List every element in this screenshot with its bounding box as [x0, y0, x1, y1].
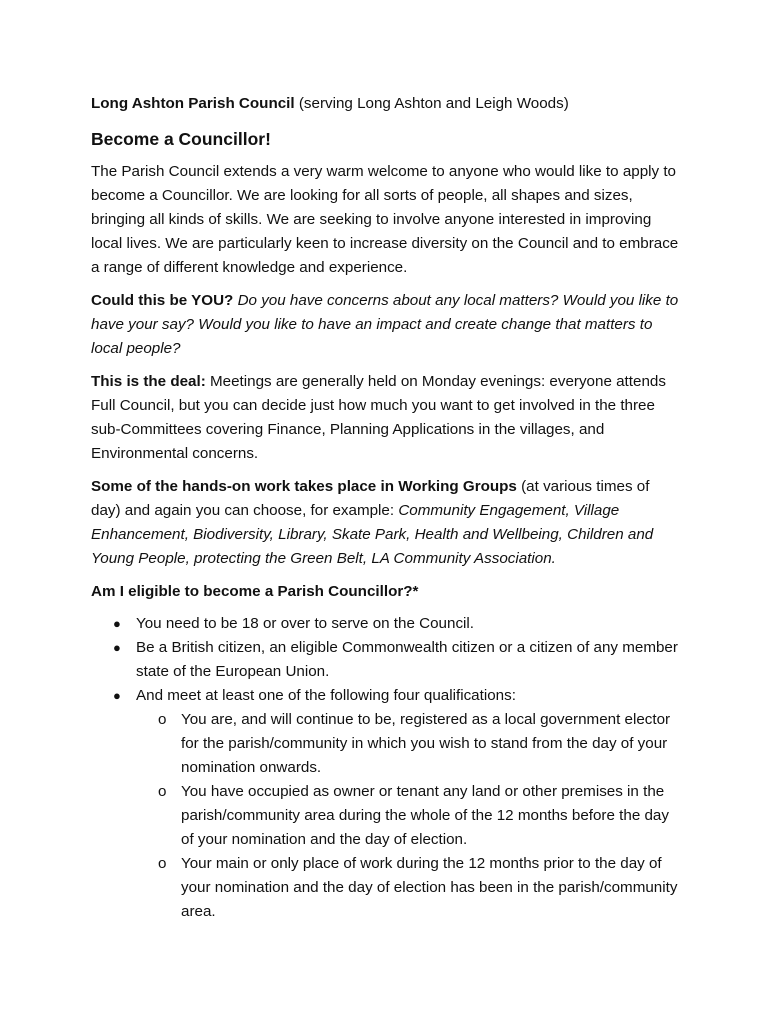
qualification-item [136, 708, 681, 780]
circle-bullet-icon: o [158, 783, 167, 800]
qualification-item [136, 852, 681, 924]
document-page [91, 92, 681, 924]
qualifications-list [136, 708, 681, 924]
working-groups-examples: Community Engagement, Village Enhancement, Biodiversity, Library, Skate Park, Health and Wellbeing, Children and Young People, protecting the Green Belt, LA Community Association. [91, 502, 654, 567]
qualification-text: You are, and will continue to be, registered as a local government elector for the parish/community in which you wish to stand from the day of your nomination onwards. [181, 711, 671, 776]
bullet-icon: ● [113, 688, 121, 703]
council-name: Long Ashton Parish Council [91, 95, 295, 112]
eligibility-heading-text: Am I eligible to become a Parish Councillor?* [91, 583, 419, 600]
list-item-text: You need to be 18 or over to serve on the Council. [136, 615, 475, 632]
working-groups-paragraph [91, 475, 681, 571]
list-item-text: And meet at least one of the following four qualifications: [136, 687, 516, 704]
circle-bullet-icon: o [158, 855, 167, 872]
list-item [91, 636, 681, 684]
eligibility-heading [91, 580, 681, 604]
list-item [91, 684, 681, 924]
could-this-be-you-lead: Could this be YOU? [91, 292, 234, 309]
header-line [91, 92, 681, 116]
working-groups-text: (at various times of day) and again you can choose, for example: [91, 478, 650, 519]
eligibility-list [91, 612, 681, 924]
could-this-be-you-paragraph [91, 289, 681, 361]
serving-note: (serving Long Ashton and Leigh Woods) [298, 95, 569, 112]
list-item-text: Be a British citizen, an eligible Commonwealth citizen or a citizen of any member state of the European Union. [136, 639, 678, 680]
qualification-text: Your main or only place of work during the 12 months prior to the day of your nomination and the day of election has been in the parish/community area. [181, 855, 678, 920]
intro-paragraph: The Parish Council extends a very warm welcome to anyone who would like to apply to become a Councillor. We are looking for all sorts of people, all shapes and sizes, bringing all kinds of skills. We are seeking to involve anyone interested in improving local lives. We are particularly keen to increase diversity on the Council and to embrace a range of different knowledge and experience. [91, 163, 679, 276]
the-deal-text: Meetings are generally held on Monday evenings: everyone attends Full Council, but you can decide just how much you want to get involved in the three sub-Committees covering Finance, Planning Applications in the villages, and Environmental concerns. [91, 373, 666, 462]
list-item [91, 612, 681, 636]
working-groups-lead: Some of the hands-on work takes place in Working Groups [91, 478, 517, 495]
circle-bullet-icon: o [158, 711, 167, 728]
bullet-icon: ● [113, 640, 121, 655]
could-this-be-you-text: Do you have concerns about any local matters? Would you like to have your say? Would you like to have an impact and create change that matters to local people? [91, 292, 679, 357]
the-deal-lead: This is the deal: [91, 373, 206, 390]
bullet-icon: ● [113, 616, 121, 631]
qualification-text: You have occupied as owner or tenant any land or other premises in the parish/community area during the whole of the 12 months before the day of your nomination and the day of election. [181, 783, 669, 848]
page-title: Become a Councillor! [91, 129, 271, 149]
qualification-item [136, 780, 681, 852]
the-deal-paragraph [91, 370, 681, 466]
